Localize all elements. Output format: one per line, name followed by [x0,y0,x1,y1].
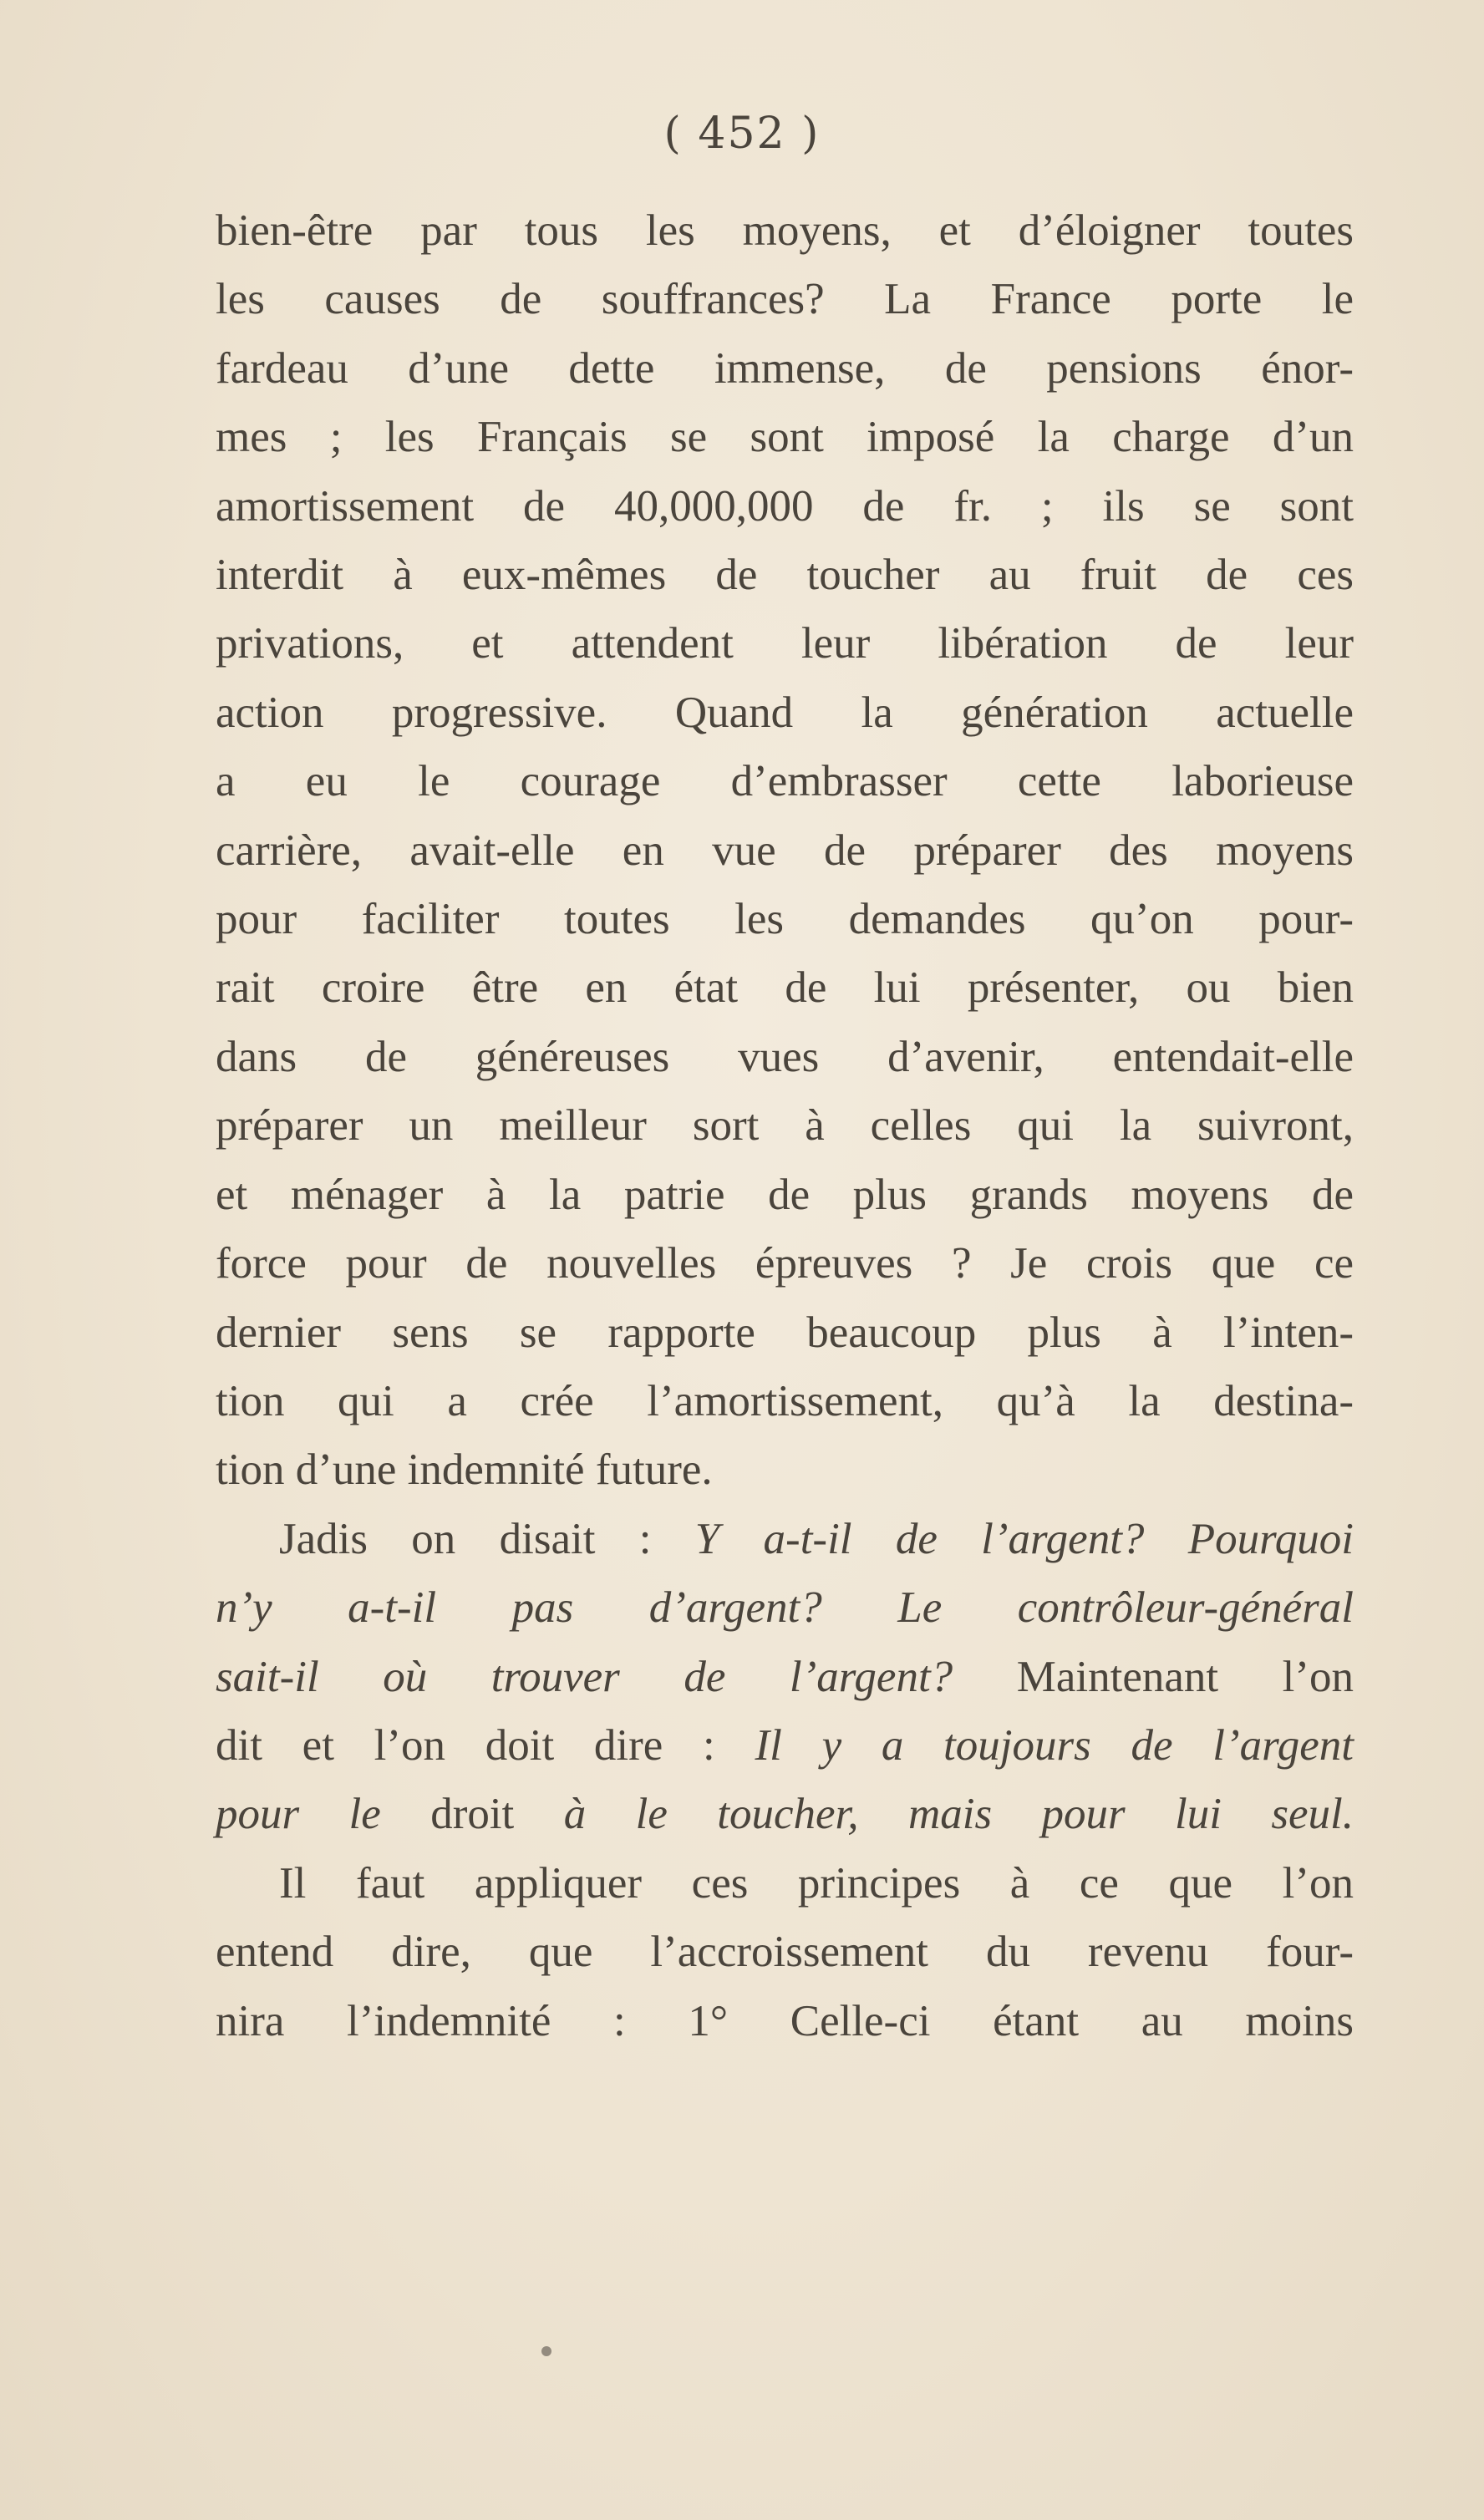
text-line: pour faciliter toutes les demandes qu’on pour- [216,895,1354,944]
text-line: nira l’indemnité : 1° Celle-ci étant au moins [216,1996,1354,2045]
text-line: force pour de nouvelles épreuves ? Je crois que ce [216,1239,1354,1288]
text-italic: pour le [216,1790,381,1839]
body-text [216,196,1354,2055]
text-line: amortissement de 40,000,000 de fr. ; ils se sont [216,481,1354,531]
paragraph-2 [216,1505,1354,1849]
text-roman: Jadis on disait : [279,1514,695,1563]
text-italic: Il y a toujours de l’argent [755,1720,1354,1770]
text-line: privations, et attendent leur libération de leur [216,619,1354,668]
ink-speck [541,2346,551,2356]
paragraph-1 [216,196,1354,1505]
text-line: fardeau d’une dette immense, de pensions énor- [216,343,1354,393]
text-italic: sait-il où trouver de l’argent? [216,1652,953,1701]
text-line: Il faut appliquer ces principes à ce que l’on [279,1858,1354,1908]
text-line [216,1711,1354,1780]
text-line: tion d’une indemnité future. [216,1445,713,1495]
text-line: carrière, avait-elle en vue de préparer des moyens [216,826,1354,875]
text-italic: à le toucher, mais pour lui seul. [563,1790,1354,1839]
text-line: préparer un meilleur sort à celles qui la suivront, [216,1101,1354,1151]
text-line: entend dire, que l’accroissement du revenu four- [216,1928,1354,1977]
text-line: mes ; les Français se sont imposé la charge d’un [216,413,1354,462]
text-line: dans de généreuses vues d’avenir, entendait-elle [216,1032,1354,1081]
text-roman: droit [380,1790,564,1839]
text-roman: dit et l’on doit dire : [216,1720,755,1770]
text-line [216,1573,1354,1642]
text-italic: n’y a-t-il pas d’argent? Le contrôleur-général [216,1583,1354,1633]
text-line [216,1643,1354,1711]
text-line: les causes de souffrances? La France porte le [216,275,1354,324]
text-line: et ménager à la patrie de plus grands moyens de [216,1170,1354,1219]
text-line: dernier sens se rapporte beaucoup plus à l’inten- [216,1308,1354,1357]
page-number: ( 452 ) [663,109,821,159]
text-roman: Maintenant l’on [953,1652,1354,1701]
text-line: a eu le courage d’embrasser cette laborieuse [216,757,1354,806]
text-line: bien-être par tous les moyens, et d’éloigner toutes [216,206,1354,255]
paragraph-3 [216,1849,1354,2055]
text-line: action progressive. Quand la génération actuelle [216,688,1354,737]
text-line [216,1780,1354,1848]
text-line: interdit à eux-mêmes de toucher au fruit de ces [216,551,1354,600]
text-line: rait croire être en état de lui présenter, ou bien [216,963,1354,1013]
text-line: tion qui a crée l’amortissement, qu’à la destina- [216,1376,1354,1425]
text-italic: Y a-t-il de l’argent? Pourquoi [694,1514,1354,1563]
text-line [216,1505,1354,1573]
